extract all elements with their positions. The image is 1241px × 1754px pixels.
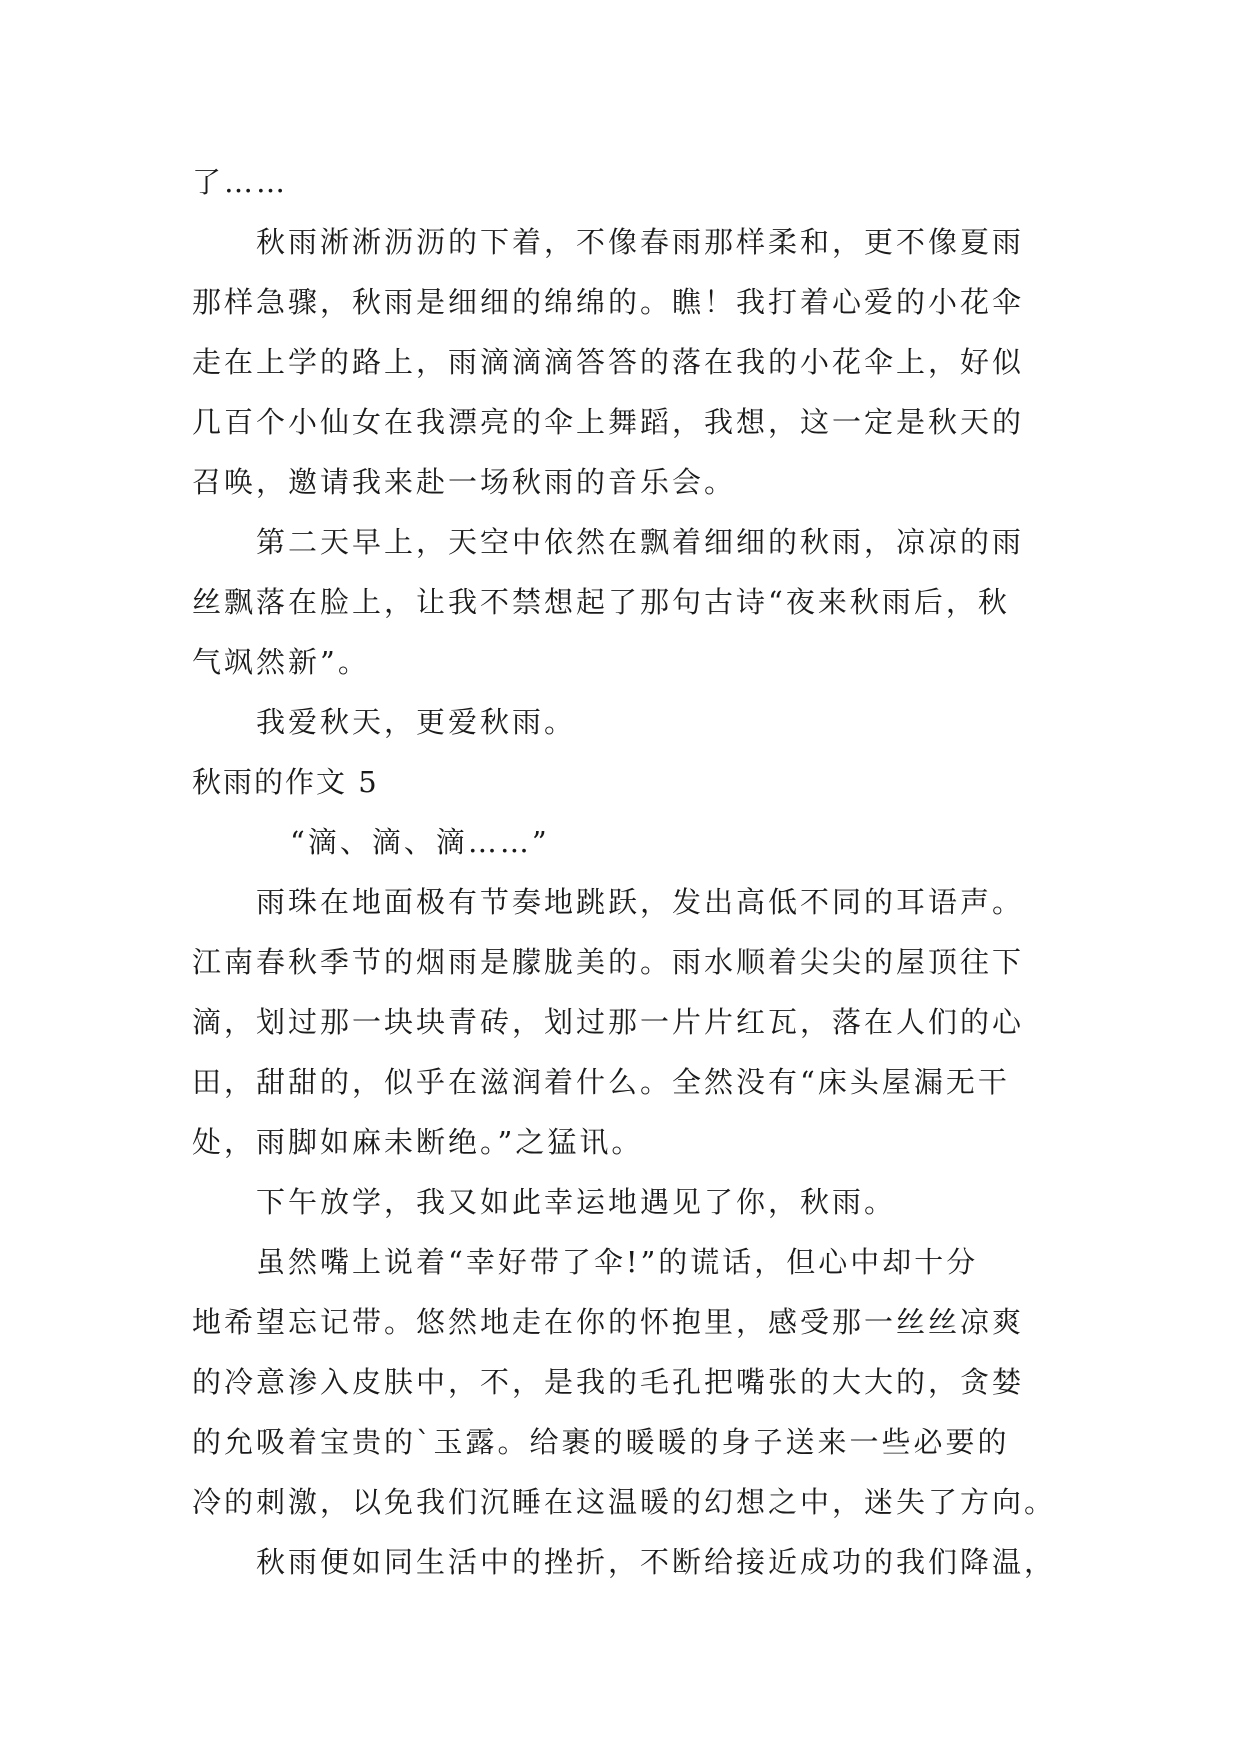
paragraph bbox=[192, 1532, 1057, 1592]
text-line: 下午放学，我又如此幸运地遇见了你，秋雨。 bbox=[256, 1185, 897, 1219]
text-line: 处，雨脚如麻未断绝。”之猛讯。 bbox=[192, 1125, 644, 1159]
text-line: 虽然嘴上说着“幸好带了伞!”的谎话，但心中却十分 bbox=[256, 1245, 979, 1279]
text-line: 滴，划过那一块块青砖，划过那一片片红瓦，落在人们的心 bbox=[192, 1005, 1025, 1039]
paragraph bbox=[192, 512, 1052, 692]
text-line: 了…… bbox=[192, 165, 289, 199]
text-line: “滴、滴、滴……” bbox=[290, 825, 550, 859]
text-line: 丝飘落在脸上，让我不禁想起了那句古诗“夜来秋雨后，秋 bbox=[192, 585, 1010, 619]
text-line: 我爱秋天，更爱秋雨。 bbox=[256, 705, 577, 739]
paragraph bbox=[192, 692, 1052, 752]
paragraph bbox=[192, 152, 1052, 212]
document-body bbox=[192, 152, 1057, 1592]
text-line: 地希望忘记带。悠然地走在你的怀抱里，感受那一丝丝凉爽 bbox=[192, 1305, 1025, 1339]
text-line: 雨珠在地面极有节奏地跳跃，发出高低不同的耳语声。 bbox=[256, 885, 1025, 919]
text-line: 秋雨便如同生活中的挫折，不断给接近成功的我们降温， bbox=[256, 1545, 1057, 1579]
text-line: 的冷意渗入皮肤中，不，是我的毛孔把嘴张的大大的，贪婪 bbox=[192, 1365, 1025, 1399]
paragraph bbox=[192, 812, 1052, 872]
text-line: 气飒然新”。 bbox=[192, 645, 370, 679]
text-line: 的允吸着宝贵的`玉露。给裹的暖暖的身子送来一些必要的 bbox=[192, 1425, 1010, 1459]
text-line: 冷的刺激，以免我们沉睡在这温暖的幻想之中，迷失了方向。 bbox=[192, 1485, 1057, 1519]
text-line: 第二天早上，天空中依然在飘着细细的秋雨，凉凉的雨 bbox=[256, 525, 1025, 559]
text-line: 召唤，邀请我来赴一场秋雨的音乐会。 bbox=[192, 465, 737, 499]
paragraph bbox=[192, 212, 1052, 512]
paragraph bbox=[192, 1232, 1057, 1532]
text-line: 秋雨淅淅沥沥的下着，不像春雨那样柔和，更不像夏雨 bbox=[256, 225, 1025, 259]
paragraph bbox=[192, 872, 1052, 1172]
text-line: 那样急骤，秋雨是细细的绵绵的。瞧！我打着心爱的小花伞 bbox=[192, 285, 1025, 319]
text-line: 几百个小仙女在我漂亮的伞上舞蹈，我想，这一定是秋天的 bbox=[192, 405, 1025, 439]
text-line: 走在上学的路上，雨滴滴滴答答的落在我的小花伞上，好似 bbox=[192, 345, 1025, 379]
text-line: 江南春秋季节的烟雨是朦胧美的。雨水顺着尖尖的屋顶往下 bbox=[192, 945, 1025, 979]
text-line: 田，甜甜的，似乎在滋润着什么。全然没有“床头屋漏无干 bbox=[192, 1065, 1010, 1099]
section-heading bbox=[192, 752, 1052, 812]
paragraph bbox=[192, 1172, 1052, 1232]
heading-text: 秋雨的作文 5 bbox=[192, 765, 379, 799]
